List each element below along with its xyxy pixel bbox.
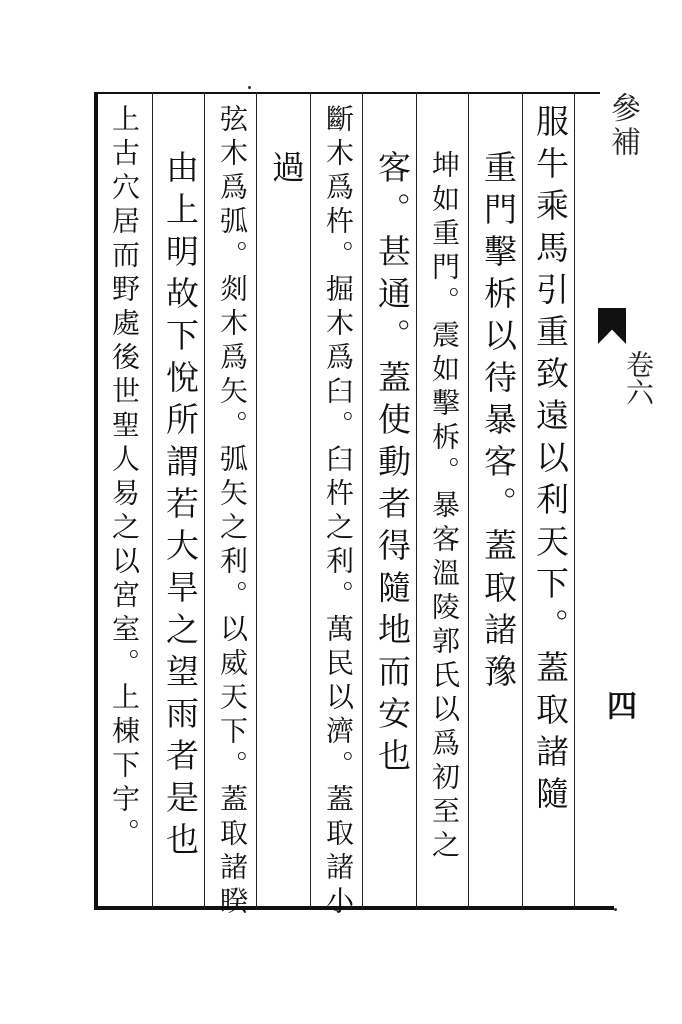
text-column-3: 坤如重門。震如擊柝。暴客溫陵郭氏以爲初至之	[428, 150, 461, 864]
column-rule	[416, 92, 417, 910]
column-rule	[468, 92, 469, 910]
text-column-8: 由上明故下悅所謂若大旱之望雨者是也	[161, 150, 200, 864]
column-rule	[310, 92, 311, 910]
text-column-9: 上古穴居而野處後世聖人易之以宮室。上棟下宇。	[108, 104, 141, 852]
column-rule	[522, 92, 523, 910]
column-rule	[256, 92, 257, 910]
margin-title: 參補	[605, 92, 640, 160]
column-rule	[204, 92, 205, 910]
text-column-7: 弦木爲弧。剡木爲矢。弧矢之利。以威天下。蓋取諸睽	[216, 104, 249, 920]
volume-label: 卷六	[622, 350, 655, 406]
text-column-6: 過	[267, 150, 306, 192]
text-column-1: 服牛乘馬引重致遠以利天下。蓋取諸隨	[531, 104, 570, 818]
column-rule	[362, 92, 363, 910]
text-column-2: 重門擊柝以待暴客。蓋取諸豫	[479, 150, 518, 696]
page-frame-top-rule	[94, 92, 600, 94]
paper-speck	[248, 86, 251, 89]
column-rule	[574, 92, 575, 910]
paper-speck	[614, 908, 617, 911]
page-number: 四	[601, 690, 636, 720]
text-column-5: 斷木爲杵。掘木爲臼。臼杵之利。萬民以濟。蓋取諸小	[322, 104, 355, 920]
column-rule	[152, 92, 153, 910]
text-column-4: 客。甚通。蓋使動者得隨地而安也	[373, 150, 412, 780]
